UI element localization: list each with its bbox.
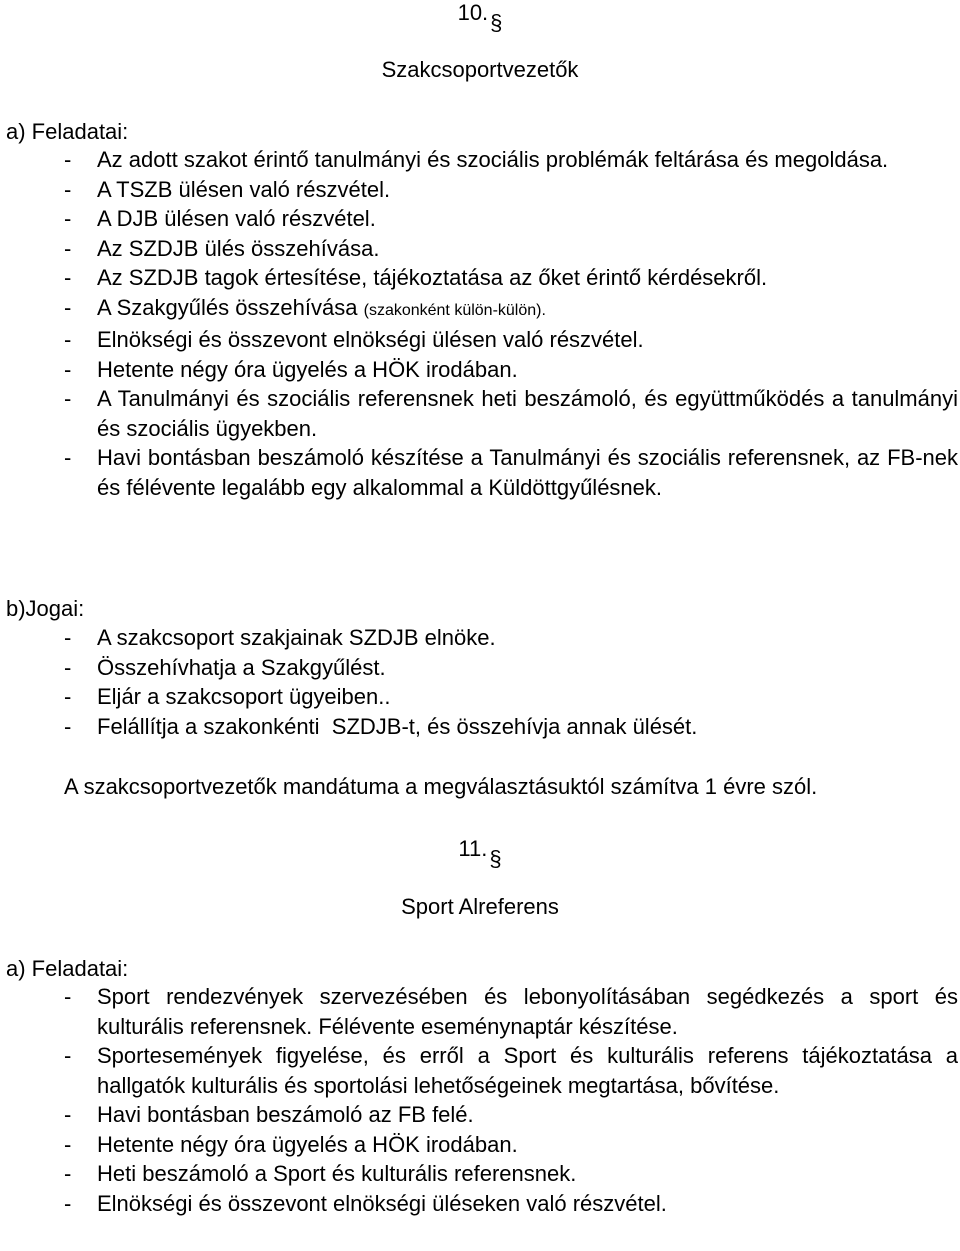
list-item: - Sport rendezvények szervezésében és lebonyolításában segédkezés a sport és kulturális referensnek. Félévente eseménynaptár készítése. (64, 982, 958, 1041)
section-mark-11: § (489, 846, 502, 871)
section-10-number: 10.§ (457, 0, 503, 35)
list-item: - A szakcsoport szakjainak SZDJB elnöke. (64, 623, 958, 653)
section-11-number: 11.§ (458, 836, 502, 871)
list-item: - Hetente négy óra ügyelés a HÖK irodában. (64, 355, 958, 385)
list-item: - Heti beszámoló a Sport és kulturális referensnek. (64, 1159, 958, 1189)
list-item: - Hetente négy óra ügyelés a HÖK irodában. (64, 1130, 958, 1160)
list-item: - Elnökségi és összevont elnökségi ülésen való részvétel. (64, 325, 958, 355)
list-item: - A DJB ülésen való részvétel. (64, 204, 958, 234)
list-item: - Felállítja a szakonkénti SZDJB-t, és összehívja annak ülését. (64, 712, 958, 742)
list-item: - Az SZDJB ülés összehívása. (64, 234, 958, 264)
list-item: - Havi bontásban beszámoló készítése a Tanulmányi és szociális referensnek, az FB-nek és félévente legalább egy alkalommal a Küldöttgyűlésnek. (64, 443, 958, 502)
section-10-duties-list (64, 145, 958, 502)
section-10-title: Szakcsoportvezetők (381, 57, 579, 82)
section-11-duties-list (64, 982, 958, 1218)
list-item: - A Szakgyűlés összehívása (szakonként külön-külön). (64, 293, 958, 326)
section-10-duties-label: a) Feladatai: (6, 119, 129, 144)
section-11-title: Sport Alreferens (401, 894, 559, 919)
list-item: - Az SZDJB tagok értesítése, tájékoztatása az őket érintő kérdésekről. (64, 263, 958, 293)
list-item: - Sportesemények figyelése, és erről a Sport és kulturális referens tájékoztatása a hallgatók kulturális és sportolási lehetőségeinek megtartása, bővítése. (64, 1041, 958, 1100)
list-item: - A Tanulmányi és szociális referensnek heti beszámoló, és együttműködés a tanulmányi és szociális ügyekben. (64, 384, 958, 443)
duty-note: (szakonként külön-külön). (363, 301, 546, 319)
section-10-rights-list (64, 623, 958, 741)
list-item: - Elnökségi és összevont elnökségi üléseken való részvétel. (64, 1189, 958, 1219)
section-11-duties-label: a) Feladatai: (6, 956, 129, 981)
list-item: - A TSZB ülésen való részvétel. (64, 175, 958, 205)
list-item: - Összehívhatja a Szakgyűlést. (64, 653, 958, 683)
list-item: - Eljár a szakcsoport ügyeiben.. (64, 682, 958, 712)
list-item: - Az adott szakot érintő tanulmányi és szociális problémák feltárása és megoldása. (64, 145, 958, 175)
section-mark-10: § (490, 10, 503, 35)
section-10-mandate: A szakcsoportvezetők mandátuma a megválasztásuktól számítva 1 évre szól. (64, 774, 818, 799)
list-item: - Havi bontásban beszámoló az FB felé. (64, 1100, 958, 1130)
section-10-rights-label: b)Jogai: (6, 596, 85, 621)
